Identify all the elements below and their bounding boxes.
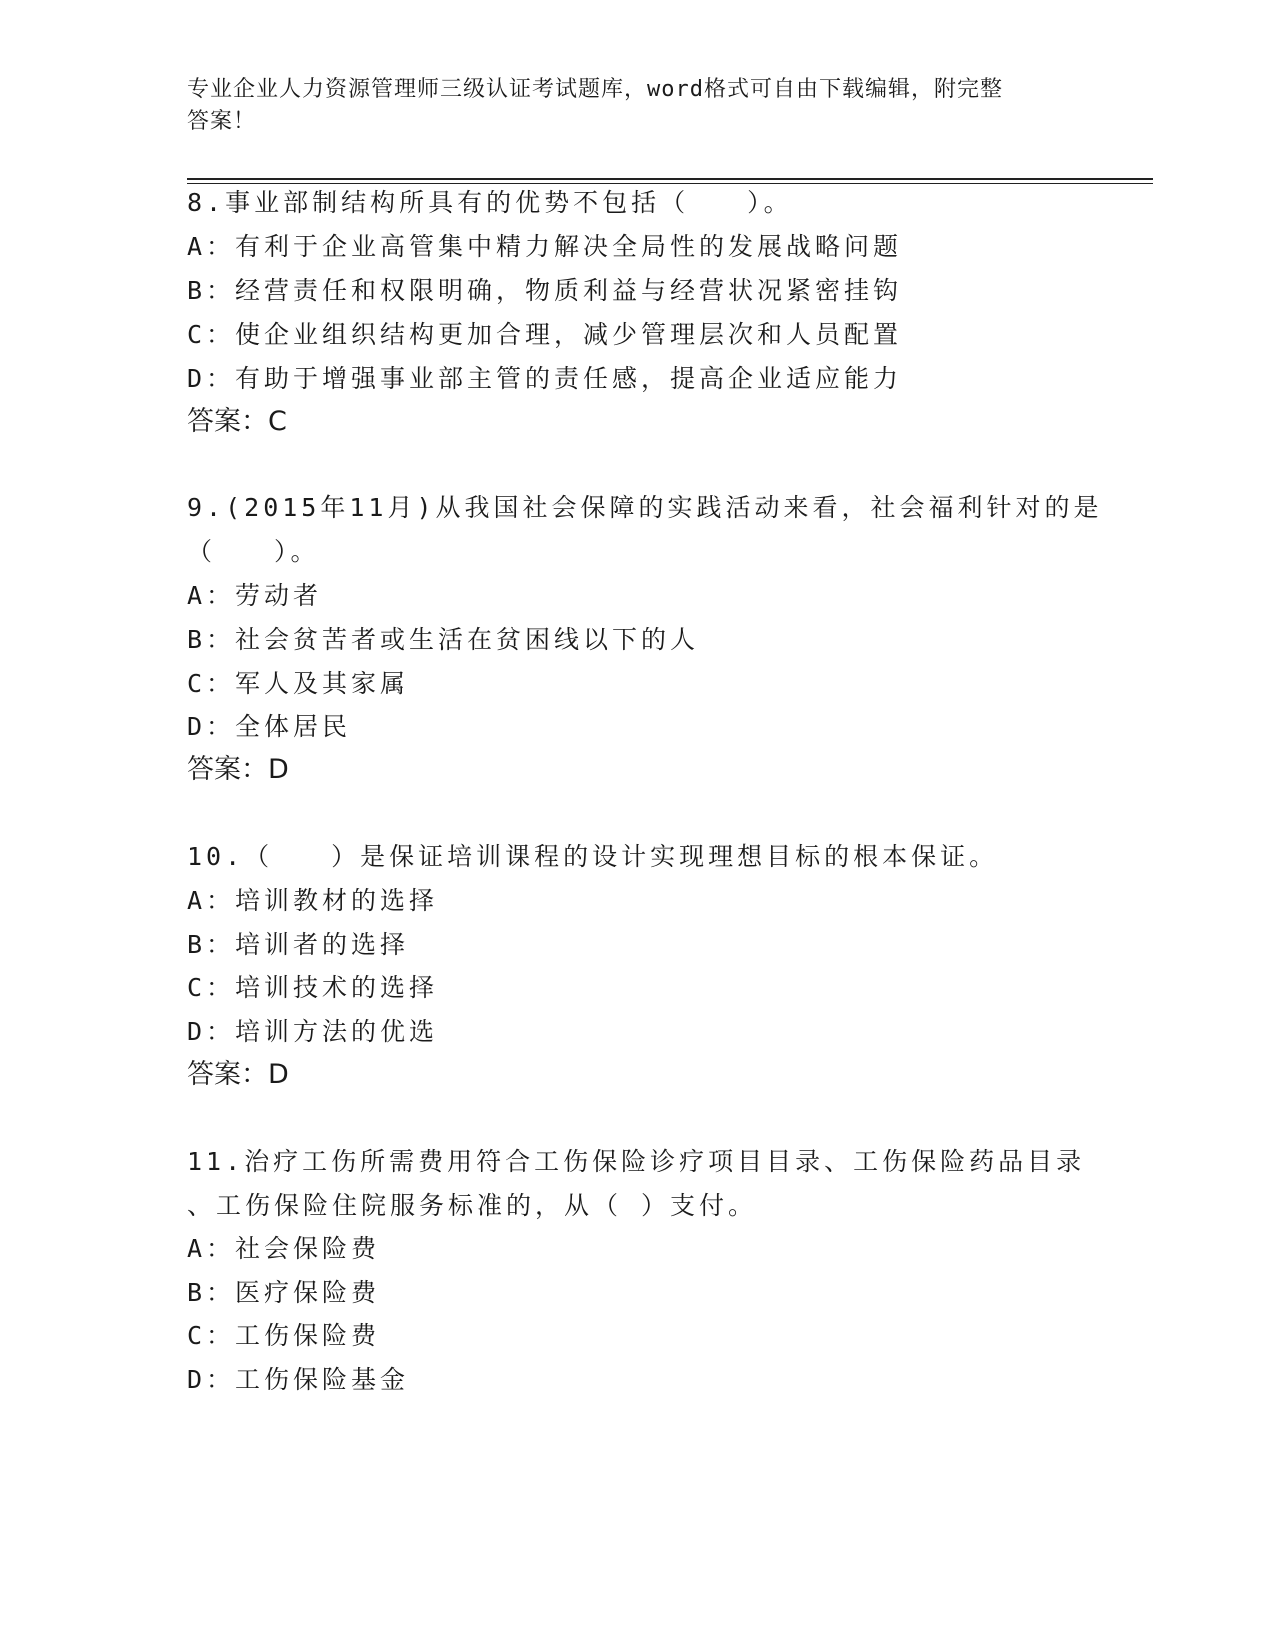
- question-9-stem-line-2: （ ）。: [187, 537, 320, 566]
- question-9-option-d: D：全体居民: [187, 712, 352, 741]
- question-11-option-b: B：医疗保险费: [187, 1278, 381, 1307]
- question-10-stem: 10.（ ）是保证培训课程的设计实现理想目标的根本保证。: [187, 842, 999, 871]
- question-8-option-d: D：有助于增强事业部主管的责任感，提高企业适应能力: [187, 364, 903, 393]
- question-11-option-c: C：工伤保险费: [187, 1321, 381, 1350]
- question-10-option-a: A：培训教材的选择: [187, 886, 439, 915]
- question-8-answer: 答案：C: [187, 406, 287, 437]
- question-8-option-b: B：经营责任和权限明确，物质利益与经营状况紧密挂钩: [187, 276, 903, 305]
- question-9-stem-line-1: 9.(2015年11月)从我国社会保障的实践活动来看，社会福利针对的是: [187, 493, 1103, 522]
- question-8-option-a: A：有利于企业高管集中精力解决全局性的发展战略问题: [187, 232, 903, 261]
- header-divider: [187, 178, 1153, 184]
- question-8-option-c: C：使企业组织结构更加合理，减少管理层次和人员配置: [187, 320, 903, 349]
- question-11-stem-line-1: 11.治疗工伤所需费用符合工伤保险诊疗项目目录、工伤保险药品目录: [187, 1147, 1086, 1176]
- header-intro-line-2: 答案！: [187, 109, 257, 134]
- question-11-stem-line-2: 、工伤保险住院服务标准的，从（ ）支付。: [187, 1191, 758, 1220]
- question-9-option-c: C：军人及其家属: [187, 669, 410, 698]
- question-11-option-a: A：社会保险费: [187, 1234, 381, 1263]
- question-10-option-b: B：培训者的选择: [187, 930, 410, 959]
- header-intro-line-1: 专业企业人力资源管理师三级认证考试题库，word格式可自由下载编辑，附完整: [187, 77, 1003, 102]
- document-header: [187, 74, 1067, 138]
- question-10-option-d: D：培训方法的优选: [187, 1017, 439, 1046]
- question-10-answer: 答案：D: [187, 1059, 289, 1090]
- question-9-option-a: A：劳动者: [187, 581, 323, 610]
- question-8-stem: 8.事业部制结构所具有的优势不包括（ ）。: [187, 188, 793, 217]
- question-9-option-b: B：社会贫苦者或生活在贫困线以下的人: [187, 625, 700, 654]
- question-10-option-c: C：培训技术的选择: [187, 973, 439, 1002]
- question-9-answer: 答案：D: [187, 754, 289, 785]
- question-11-option-d: D：工伤保险基金: [187, 1365, 410, 1394]
